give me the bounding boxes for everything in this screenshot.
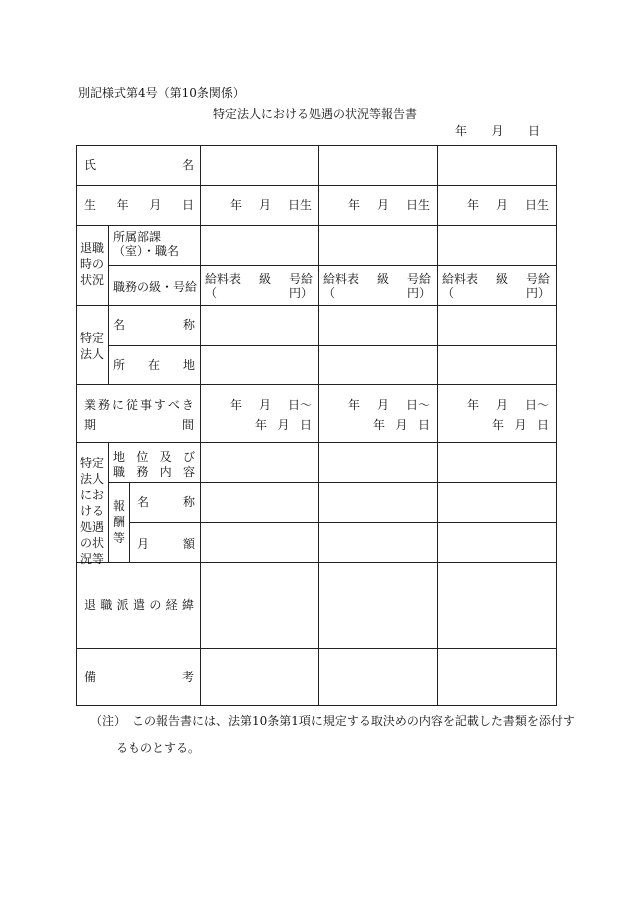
salary-line-1-char: 級 <box>258 272 271 286</box>
salary-line-3-char: 号給 <box>525 272 550 286</box>
corporation-name-label <box>113 318 195 332</box>
label-divider <box>129 482 130 563</box>
label-divider <box>108 305 109 385</box>
salary-yen-2 <box>323 286 431 300</box>
position-label-bottom-char: 職 <box>113 465 126 479</box>
monthly-amount-label <box>137 537 195 551</box>
period-start-1 <box>230 398 312 412</box>
dispatch-history-label-char: 職 <box>100 598 113 612</box>
work-period-label-bottom <box>84 418 194 432</box>
name-label <box>84 158 194 172</box>
name-label-char: 氏 <box>84 158 97 172</box>
department-label: 所属部課（室）・職名 <box>113 230 180 258</box>
birth-date-value-1-char: 日生 <box>287 198 312 212</box>
position-label <box>113 450 195 464</box>
position-label-bottom-char: 容 <box>182 465 195 479</box>
period-start-2-char: 月 <box>376 398 389 412</box>
date-month: 月 <box>491 124 504 138</box>
document-title: 特定法人における処遇の状況等報告書 <box>212 107 417 121</box>
salary-line-3-char: 給料表 <box>442 272 479 286</box>
salary-line-2 <box>323 272 431 286</box>
period-start-2-char: 年 <box>348 398 361 412</box>
corporation-label: 特定法人 <box>80 331 105 361</box>
position-label-char: 及 <box>159 450 172 464</box>
remuneration-name-label <box>137 495 195 509</box>
period-start-1-char: 月 <box>258 398 271 412</box>
work-period-label-char: 従 <box>125 398 138 412</box>
treatment-status-label: 特定法人における処遇の状況等 <box>80 456 105 566</box>
salary-line-1 <box>205 272 313 286</box>
period-end-2-char: 日 <box>417 418 430 432</box>
work-period-label-char: 事 <box>139 398 152 412</box>
birth-date-value-1-char: 年 <box>230 198 243 212</box>
period-end-3 <box>492 418 549 432</box>
work-period-label-char: 務 <box>97 398 110 412</box>
note-text: （注） この報告書には、法第10条第1項に規定する取決めの内容を記載した書類を添付す <box>90 714 575 728</box>
birth-date-label-char: 月 <box>149 198 162 212</box>
work-period-label <box>84 398 194 412</box>
corporation-name-label-char: 名 <box>113 318 126 332</box>
row-border <box>108 482 557 483</box>
birth-date-value-1 <box>230 198 312 212</box>
remarks-label-char: 備 <box>84 670 97 684</box>
label-divider <box>108 225 109 306</box>
period-start-3-char: 年 <box>467 398 480 412</box>
birth-date-value-1-char: 月 <box>258 198 271 212</box>
work-period-label-char: に <box>111 398 124 412</box>
dispatch-history-label-char: の <box>149 598 162 612</box>
birth-date-value-2-char: 年 <box>348 198 361 212</box>
period-end-3-char: 月 <box>514 418 527 432</box>
period-end-1-char: 月 <box>277 418 290 432</box>
row-border <box>76 442 557 443</box>
remuneration-label: 報酬等 <box>113 499 126 545</box>
period-end-1 <box>255 418 312 432</box>
salary-line-1-char: 給料表 <box>205 272 242 286</box>
birth-date-value-3 <box>467 198 549 212</box>
work-period-label-char: き <box>181 398 194 412</box>
row-border <box>76 185 557 186</box>
remuneration-name-label-char: 称 <box>182 495 195 509</box>
row-border <box>76 384 557 385</box>
salary-line-3 <box>442 272 550 286</box>
salary-yen-1-char: 円） <box>288 286 313 300</box>
retirement-status-label: 退職時の状況 <box>80 241 105 287</box>
column-3-border <box>437 145 438 706</box>
birth-date-label <box>84 198 194 212</box>
row-border <box>76 562 557 563</box>
period-end-2-char: 年 <box>373 418 386 432</box>
work-period-label-char: す <box>153 398 166 412</box>
position-label-bottom <box>113 465 195 479</box>
form-number-label: 別記様式第4号（第10条関係） <box>78 86 245 100</box>
row-border <box>129 522 557 523</box>
remarks-label <box>84 670 194 684</box>
corporation-address-label <box>113 358 195 372</box>
salary-yen-1-char: （ <box>205 286 218 300</box>
salary-line-2-char: 級 <box>376 272 389 286</box>
table-bottom-border <box>76 705 557 706</box>
birth-date-value-2-char: 月 <box>376 198 389 212</box>
work-period-label-bottom-char: 期 <box>84 418 97 432</box>
grade-label: 職務の級・号給 <box>113 280 198 294</box>
monthly-amount-label-char: 額 <box>182 537 195 551</box>
salary-yen-3-char: 円） <box>525 286 550 300</box>
position-label-bottom-char: 内 <box>159 465 172 479</box>
period-end-3-char: 日 <box>536 418 549 432</box>
corporation-address-label-char: 所 <box>113 358 126 372</box>
position-label-bottom-char: 務 <box>136 465 149 479</box>
salary-line-2-char: 号給 <box>406 272 431 286</box>
birth-date-label-char: 日 <box>181 198 194 212</box>
remuneration-name-label-char: 名 <box>137 495 150 509</box>
period-start-2 <box>348 398 430 412</box>
salary-line-3-char: 級 <box>495 272 508 286</box>
work-period-label-bottom-char: 間 <box>181 418 194 432</box>
period-end-1-char: 日 <box>299 418 312 432</box>
row-border <box>76 225 557 226</box>
period-end-2 <box>373 418 430 432</box>
position-label-char: 地 <box>113 450 126 464</box>
corporation-name-label-char: 称 <box>182 318 195 332</box>
note-text-continued: るものとする。 <box>116 741 201 755</box>
dispatch-history-label <box>84 598 194 612</box>
dispatch-history-label-char: 経 <box>165 598 178 612</box>
salary-yen-2-char: （ <box>323 286 336 300</box>
position-label-char: び <box>182 450 195 464</box>
row-border <box>108 345 557 346</box>
table-top-border <box>76 145 557 146</box>
table-left-border <box>76 145 77 706</box>
birth-date-value-3-char: 日生 <box>524 198 549 212</box>
salary-line-1-char: 号給 <box>288 272 313 286</box>
monthly-amount-label-char: 月 <box>137 537 150 551</box>
position-label-char: 位 <box>136 450 149 464</box>
period-start-3 <box>467 398 549 412</box>
row-border <box>108 265 557 266</box>
corporation-address-label-char: 在 <box>147 358 160 372</box>
salary-yen-1 <box>205 286 313 300</box>
salary-yen-3 <box>442 286 550 300</box>
row-border <box>76 648 557 649</box>
birth-date-value-3-char: 月 <box>495 198 508 212</box>
salary-line-2-char: 給料表 <box>323 272 360 286</box>
dispatch-history-label-char: 退 <box>84 598 97 612</box>
period-end-3-char: 年 <box>492 418 505 432</box>
dispatch-history-label-char: 派 <box>116 598 129 612</box>
column-2-border <box>318 145 319 706</box>
salary-yen-3-char: （ <box>442 286 455 300</box>
period-start-2-char: 日〜 <box>405 398 430 412</box>
period-start-1-char: 年 <box>230 398 243 412</box>
row-border <box>76 305 557 306</box>
period-end-1-char: 年 <box>255 418 268 432</box>
birth-date-value-2-char: 日生 <box>405 198 430 212</box>
dispatch-history-label-char: 緯 <box>181 598 194 612</box>
work-period-label-char: 業 <box>84 398 97 412</box>
birth-date-label-char: 生 <box>84 198 97 212</box>
period-start-3-char: 日〜 <box>524 398 549 412</box>
birth-date-value-2 <box>348 198 430 212</box>
remarks-label-char: 考 <box>181 670 194 684</box>
salary-yen-2-char: 円） <box>406 286 431 300</box>
date-year: 年 <box>455 124 468 138</box>
name-label-char: 名 <box>181 158 194 172</box>
dispatch-history-label-char: 遣 <box>132 598 145 612</box>
birth-date-label-char: 年 <box>116 198 129 212</box>
work-period-label-char: べ <box>167 398 180 412</box>
period-start-3-char: 月 <box>495 398 508 412</box>
period-end-2-char: 月 <box>395 418 408 432</box>
corporation-address-label-char: 地 <box>182 358 195 372</box>
table-right-border <box>556 145 557 706</box>
period-start-1-char: 日〜 <box>287 398 312 412</box>
date-day: 日 <box>527 124 540 138</box>
label-divider <box>108 442 109 563</box>
birth-date-value-3-char: 年 <box>467 198 480 212</box>
